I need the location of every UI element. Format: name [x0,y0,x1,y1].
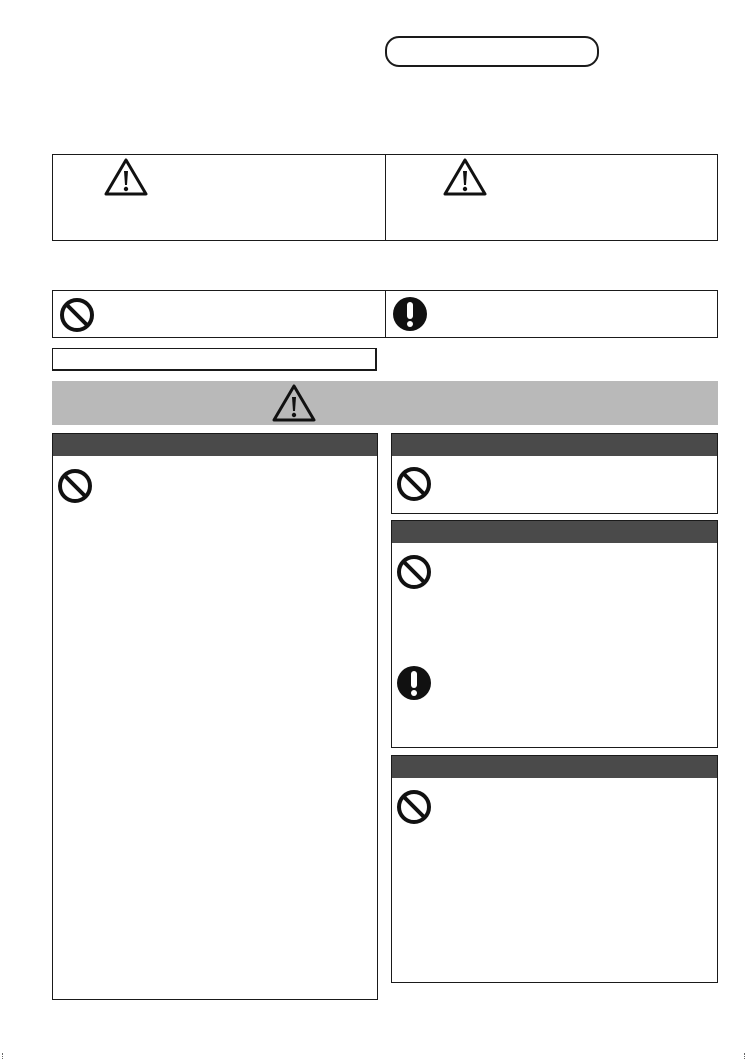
section-right-3 [391,755,718,983]
section-right-1 [391,433,718,514]
symbol-table [52,290,718,338]
prohibited-icon [395,465,433,503]
warning-triangle-icon [103,157,149,197]
section-left [52,433,378,1000]
signal-word-table [52,154,718,241]
mandatory-exclamation-icon [392,296,428,332]
warning-triangle-icon [271,383,317,423]
prohibited-icon [58,296,96,334]
crop-mark [744,1053,745,1059]
section-right-2 [391,520,718,748]
prohibited-icon [56,467,94,505]
mandatory-exclamation-icon [396,665,432,701]
section-header [392,434,717,456]
symbol-cell-mandatory [386,291,717,337]
section-header [392,521,717,543]
prohibited-icon [395,788,433,826]
crop-mark [2,1053,3,1059]
prohibited-icon [395,553,433,591]
warning-triangle-icon [442,157,488,197]
title-pill [385,36,599,67]
warning-banner [52,381,718,425]
signal-word-cell-left [53,155,386,240]
section-header [53,434,377,456]
symbol-cell-prohibited [53,291,386,337]
section-header [392,756,717,778]
signal-word-cell-right [386,155,717,240]
note-label-bar [52,348,377,371]
